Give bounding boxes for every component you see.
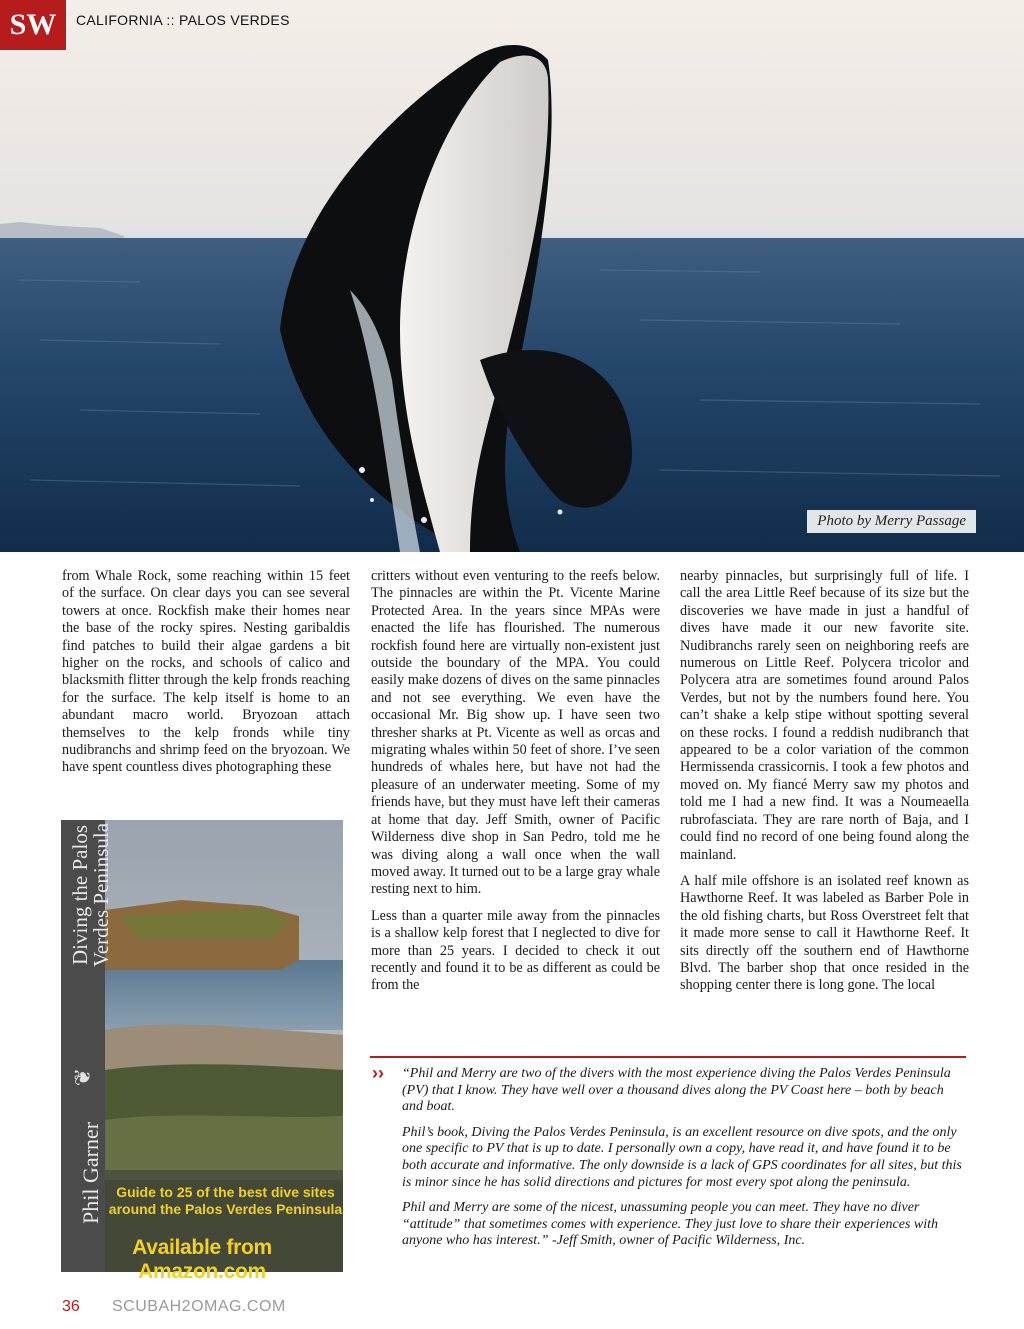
book-title-line: Diving the Palos: [68, 825, 92, 965]
section-breadcrumb: CALIFORNIA :: PALOS VERDES: [76, 12, 290, 28]
article-paragraph: critters without even venturing to the reefs below. The pinnacles are within the Pt. Vicente Marine Protected Area. In the years since MPAs were enacted the life has flourished. The numerous rockfish found here are virtually non-existent just outside the boundary of the MPA. You could easily make dozens of dives on the same pinnacles and not see everything. We even have the occasional Mr. Big show up. I have seen two thresher sharks at Pt. Vicente as well as orcas and migrating whales within 50 feet of shore. I’ve seen hundreds of whales here, but have not had the pleasure of an underwater meeting. Some of my friends have, but they must have left their cameras at home that day. Jeff Smith, owner of Pacific Wilderness dive shop in San Pedro, told me he was diving along a wall once when the wall moved away. It turned out to be a large gray whale resting next to him.: [371, 568, 660, 898]
article-column-1: [62, 568, 350, 786]
book-title-line: Verdes Peninsula: [89, 822, 113, 968]
article-paragraph: Less than a quarter mile away from the pinnacles is a shallow kelp forest that I neglected to dive for more than 25 years. I decided to check it out recently and found it to be as different as could be from the: [371, 907, 660, 994]
article-paragraph: A half mile offshore is an isolated reef known as Hawthorne Reef. It was labeled as Barber Pole in the old fishing charts, but Ross Overstreet felt that it made more sense to call it Hawthorne Reef. It sits directly off the southern end of Hawthorne Blvd. The barber shop that once resided in the shopping center there is long gone. The local: [680, 872, 969, 994]
article-paragraph: nearby pinnacles, but surprisingly full of life. I call the area Little Reef because of its size but the discoveries we have made in just a handful of dives have made it our new favorite site. Nudibranchs rarely seen on neighboring reefs are numerous on Little Reef. Polycera tricolor and Polycera atra are sometimes found around Palos Verdes, but not by the numbers found here. You can’t shake a kelp stipe without spotting several on these rocks. I found a reddish nudibranch that appeared to be a color variation of the common Hermissenda crassicornis. I took a few photos and moved on. My fiancé Merry saw my photos and told me I had a new find. It was a Noumeaella rubrofasciata. They are rare north of Baja, and I could find no record of one being found along the mainland.: [680, 568, 969, 863]
page-number: 36: [62, 1298, 80, 1315]
ornament-icon: ❦: [70, 1067, 96, 1087]
book-author: Phil Garner: [78, 1121, 103, 1224]
hero-photo: [0, 0, 1024, 552]
article-paragraph: from Whale Rock, some reaching within 15 feet of the surface. On clear days you can see several towers at once. Rockfish make their homes near the base of the rocky spires. Nesting garibaldis find patches to build their algae gardens a bit higher on the rocks, and schools of calico and blacksmith flitter through the kelp fronds reaching for the surface. The kelp itself is home to an abundant macro world. Bryozoan attach themselves to the kelp fronds while tiny nudibranchs and shrimp feed on the bryozoan. We have spent countless dives photographing these: [62, 568, 350, 776]
quote-paragraph: Phil and Merry are some of the nicest, unassuming people you can meet. They have no diver “attitude” that sometimes comes with experience. They just love to share their experiences with anyone who has interest.” -Jeff Smith, owner of Pacific Wilderness, Inc.: [402, 1200, 939, 1249]
magazine-site[interactable]: SCUBAH2OMAG.COM: [112, 1298, 286, 1315]
book-tagline: Guide to 25 of the best dive sites around the Palos Verdes Peninsula: [108, 1184, 343, 1217]
quote-paragraph: Phil’s book, Diving the Palos Verdes Peninsula, is an excellent resource on dive spots, and the only one specific to PV that is up to date. I personally own a copy, have read it, and have found it to be both accurate and informative. The only downside is a lack of GPS coordinates for all sites, but this is minor since he has solid directions and pictures for most every spot along the peninsula.: [402, 1124, 962, 1190]
testimonial-quote: [402, 1066, 966, 1259]
amazon-link[interactable]: Available from Amazon.com: [132, 1236, 272, 1283]
quote-divider: [370, 1056, 966, 1058]
article-column-2: [371, 568, 660, 1004]
quote-chevron-icon: ››: [372, 1063, 384, 1083]
book-title: [70, 770, 112, 1020]
photo-credit: Photo by Merry Passage: [807, 510, 976, 533]
article-column-3: [680, 568, 969, 1004]
magazine-logo: SW: [0, 0, 66, 50]
quote-paragraph: “Phil and Merry are two of the divers with the most experience diving the Palos Verdes Peninsula (PV) that I know. They have well over a thousand dives along the PV Coast here – both by beach and boat.: [402, 1066, 951, 1115]
orca-breach-illustration: [0, 0, 1024, 552]
